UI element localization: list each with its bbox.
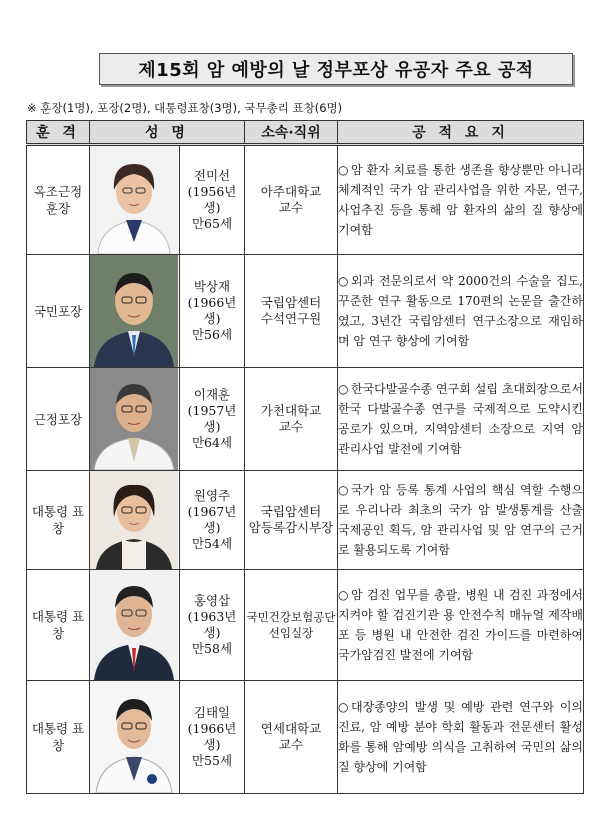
achievement-cell [338, 255, 584, 368]
birth-year: (1966년생) [187, 295, 237, 326]
organization: 국민건강보험공단 [246, 610, 336, 624]
table-row [27, 681, 584, 794]
circle-bullet-icon: ○ [338, 483, 349, 497]
person-name: 홍영삽 [193, 593, 231, 608]
header-achievement: 공 적 요 지 [338, 121, 584, 145]
name-cell [180, 255, 245, 368]
table-row [27, 471, 584, 570]
achievement-cell [338, 471, 584, 570]
portrait-image [90, 681, 178, 793]
portrait-photo [90, 145, 180, 255]
award-cell: 근정포장 [27, 368, 90, 471]
position: 교수 [278, 200, 304, 215]
position: 선임실장 [268, 626, 314, 640]
circle-bullet-icon: ○ [338, 163, 349, 177]
birth-year: (1957년생) [187, 403, 237, 434]
circle-bullet-icon: ○ [338, 588, 349, 602]
person-name: 김태일 [193, 705, 231, 720]
organization: 연세대학교 [260, 721, 322, 736]
achievement-cell [338, 681, 584, 794]
achievement-text: 대장종양의 발생 및 예방 관련 연구와 이의 진료, 암 예방 분야 학회 활동과 전문센터 활성화를 통해 암예방 의식을 고취하여 국민의 삶의 질 향상에 기여함 [338, 700, 583, 774]
page-title: 제15회 암 예방의 날 정부포상 유공자 주요 공적 [99, 53, 573, 85]
name-cell [180, 471, 245, 570]
position: 수석연구원 [260, 311, 322, 326]
table-row [27, 145, 584, 255]
portrait-image [90, 570, 178, 680]
organization: 국립암센터 [260, 504, 322, 519]
name-cell [180, 368, 245, 471]
achievement-cell [338, 368, 584, 471]
affiliation-cell [245, 681, 338, 794]
achievement-text: 외과 전문의로서 약 2000건의 수술을 집도, 꾸준한 연구 활동으로 170편의 논문을 출간하였고, 3년간 국립암센터 연구소장으로 재임하며 암 연구 향상에 기여함 [338, 274, 583, 348]
achievement-text: 국가 암 등록 통계 사업의 핵심 역할 수행으로 우리나라 최초의 국가 암 발생통계를 산출 국제공인 획득, 암 관리사업 및 암 연구의 근거로 활용되도록 기여함 [338, 483, 583, 557]
position: 교수 [278, 737, 304, 752]
portrait-image [90, 368, 178, 470]
awards-table [26, 120, 584, 794]
name-cell [180, 145, 245, 255]
award-cell: 옥조근정 훈장 [27, 145, 90, 255]
circle-bullet-icon: ○ [338, 700, 349, 714]
affiliation-cell [245, 255, 338, 368]
achievement-text: 암 검진 업무를 총괄, 병원 내 검진 과정에서 지켜야 할 검진기관 용 안전수칙 매뉴얼 제작배포 등 병원 내 안전한 검진 가이드를 마련하여 국가암검진 발전에 기여함 [338, 588, 583, 662]
name-cell [180, 681, 245, 794]
person-name: 원영주 [193, 488, 231, 503]
table-row [27, 570, 584, 681]
portrait-image [90, 146, 178, 254]
portrait-image [90, 471, 178, 569]
age: 만65세 [191, 216, 233, 231]
table-row [27, 255, 584, 368]
affiliation-cell [245, 471, 338, 570]
name-cell [180, 570, 245, 681]
age: 만56세 [191, 327, 233, 342]
header-name: 성 명 [90, 121, 245, 145]
affiliation-cell [245, 368, 338, 471]
birth-year: (1963년생) [187, 609, 237, 640]
achievement-cell [338, 570, 584, 681]
affiliation-cell [245, 145, 338, 255]
organization: 아주대학교 [260, 184, 322, 199]
award-count-note: ※ 훈장(1명), 포장(2명), 대통령표창(3명), 국무총리 표창(6명) [27, 101, 343, 115]
age: 만55세 [191, 753, 233, 768]
person-name: 전미선 [193, 168, 231, 183]
header-award: 훈 격 [27, 121, 90, 145]
position: 암등록감시부장 [248, 520, 334, 535]
portrait-photo [90, 471, 180, 570]
birth-year: (1966년생) [187, 721, 237, 752]
award-cell: 대통령 표창 [27, 681, 90, 794]
award-cell: 국민포장 [27, 255, 90, 368]
portrait-photo [90, 681, 180, 794]
achievement-text: 한국다발골수종 연구회 설립 초대회장으로서 한국 다발골수종 연구를 국제적으로 도약시킨 공로가 있으며, 지역암센터 소장으로 지역 암 관리사업 발전에 기여함 [338, 382, 583, 456]
award-cell: 대통령 표창 [27, 570, 90, 681]
circle-bullet-icon: ○ [338, 382, 349, 396]
award-cell: 대통령 표창 [27, 471, 90, 570]
position: 교수 [278, 419, 304, 434]
birth-year: (1956년생) [187, 184, 237, 215]
age: 만54세 [191, 536, 233, 551]
table-row [27, 368, 584, 471]
birth-year: (1967년생) [187, 504, 237, 535]
organization: 가천대학교 [260, 403, 322, 418]
age: 만58세 [191, 641, 233, 656]
portrait-image [90, 255, 178, 367]
achievement-text: 암 환자 치료를 통한 생존율 향상뿐만 아니라 체계적인 국가 암 관리사업을 위한 자문, 연구, 사업추진 등을 통해 암 환자의 삶의 질 향상에 기여함 [338, 163, 583, 237]
affiliation-cell [245, 570, 338, 681]
achievement-cell [338, 145, 584, 255]
table-header-row [27, 121, 584, 145]
portrait-photo [90, 570, 180, 681]
organization: 국립암센터 [260, 295, 322, 310]
circle-bullet-icon: ○ [338, 274, 349, 288]
person-name: 박상재 [193, 279, 231, 294]
portrait-photo [90, 255, 180, 368]
age: 만64세 [191, 435, 233, 450]
person-name: 이재훈 [193, 387, 231, 402]
portrait-photo [90, 368, 180, 471]
header-affiliation: 소속·직위 [245, 121, 338, 145]
